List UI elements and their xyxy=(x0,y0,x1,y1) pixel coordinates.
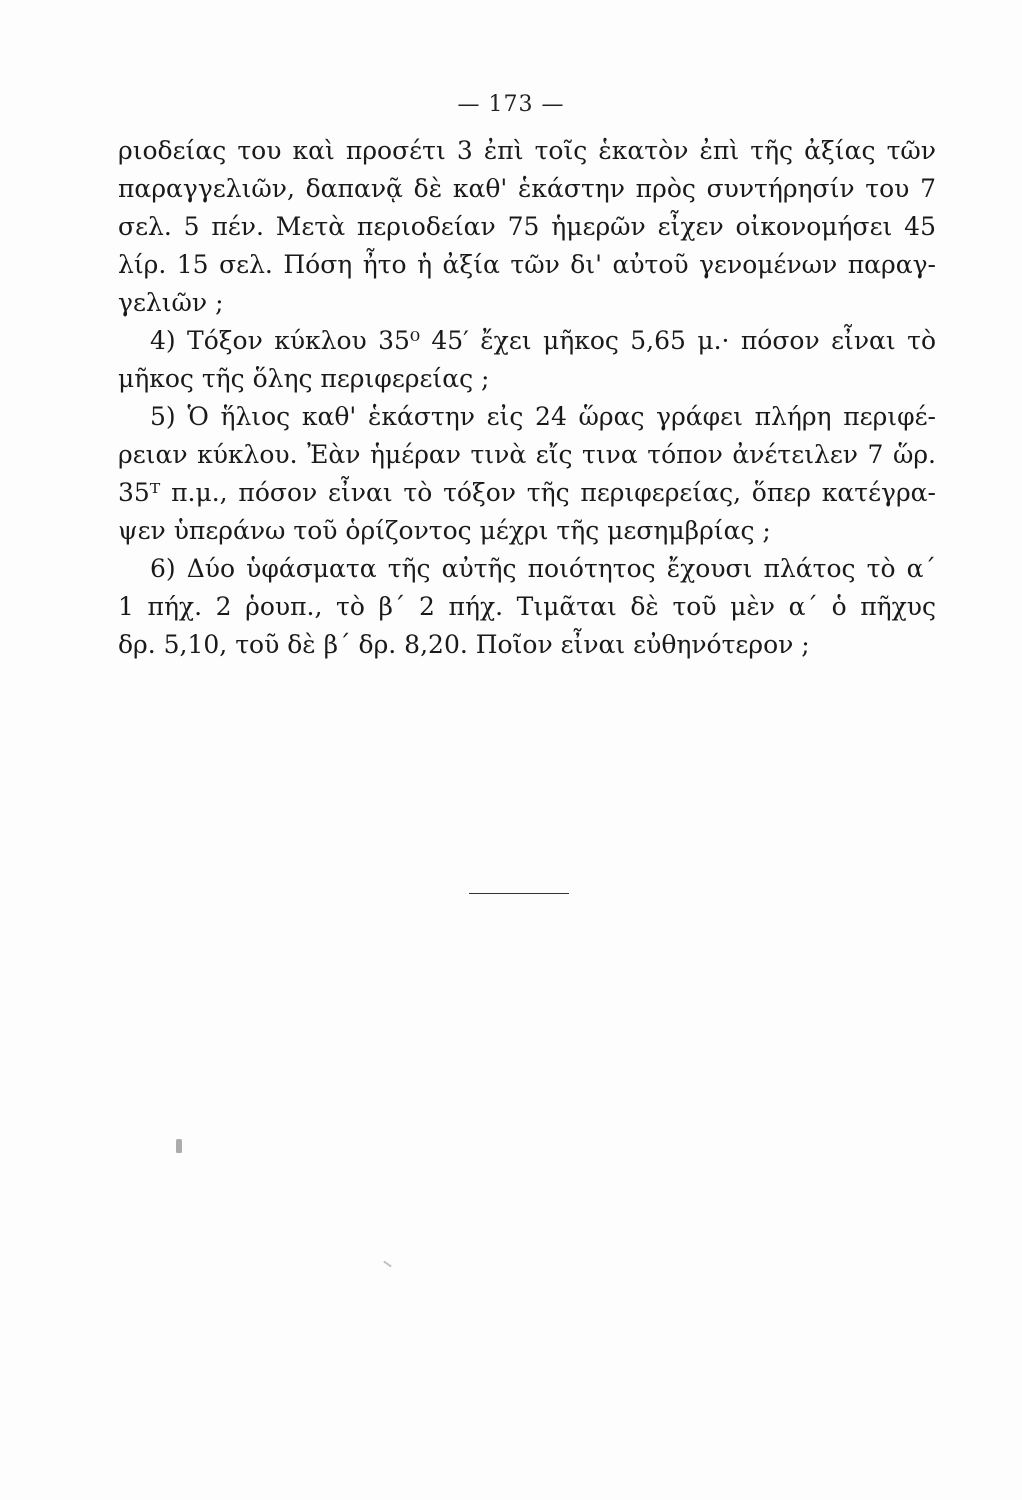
text-line: γελιῶν ; xyxy=(118,288,224,317)
text-line: 6) Δύο ὑφάσματα τῆς αὐτῆς ποιότητος ἔχουσι πλάτος τὸ α΄ xyxy=(150,554,936,583)
text-line: 35ᵀ π.μ., πόσον εἶναι τὸ τόξον τῆς περιφερείας, ὅπερ κατέγρα- xyxy=(118,478,936,507)
text-line: ριοδείας του καὶ προσέτι 3 ἐπὶ τοῖς ἑκατὸν ἐπὶ τῆς ἀξίας τῶν xyxy=(118,136,936,165)
text-line: παραγγελιῶν, δαπανᾷ δὲ καθ' ἑκάστην πρὸς συντήρησίν του 7 xyxy=(118,174,936,203)
section-divider xyxy=(469,893,569,894)
body-text xyxy=(118,132,936,664)
text-line: 5) Ὁ ἥλιος καθ' ἑκάστην εἰς 24 ὥρας γράφει πλήρη περιφέ- xyxy=(150,402,936,431)
page-number: — 173 — xyxy=(457,92,565,117)
text-line: σελ. 5 πέν. Μετὰ περιοδείαν 75 ἡμερῶν εἶχεν οἰκονομήσει 45 xyxy=(118,212,936,241)
text-line: μῆκος τῆς ὅλης περιφερείας ; xyxy=(118,364,490,393)
text-line: 1 πήχ. 2 ῥουπ., τὸ β΄ 2 πήχ. Τιμᾶται δὲ τοῦ μὲν α΄ ὁ πῆχυς xyxy=(118,592,936,621)
text-line: δρ. 5,10, τοῦ δὲ β΄ δρ. 8,20. Ποῖον εἶναι εὐθηνότερον ; xyxy=(118,630,810,659)
ink-speck xyxy=(383,1261,392,1268)
ink-speck xyxy=(176,1139,182,1153)
text-line: ψεν ὑπεράνω τοῦ ὁρίζοντος μέχρι τῆς μεσημβρίας ; xyxy=(118,516,771,545)
text-line: λίρ. 15 σελ. Πόση ἦτο ἡ ἀξία τῶν δι' αὐτοῦ γενομένων παραγ- xyxy=(118,250,936,279)
text-line: 4) Τόξον κύκλου 35⁰ 45′ ἔχει μῆκος 5,65 μ.· πόσον εἶναι τὸ xyxy=(150,326,936,355)
text-line: ρειαν κύκλου. Ἐὰν ἡμέραν τινὰ εἴς τινα τόπον ἀνέτειλεν 7 ὥρ. xyxy=(118,440,936,469)
